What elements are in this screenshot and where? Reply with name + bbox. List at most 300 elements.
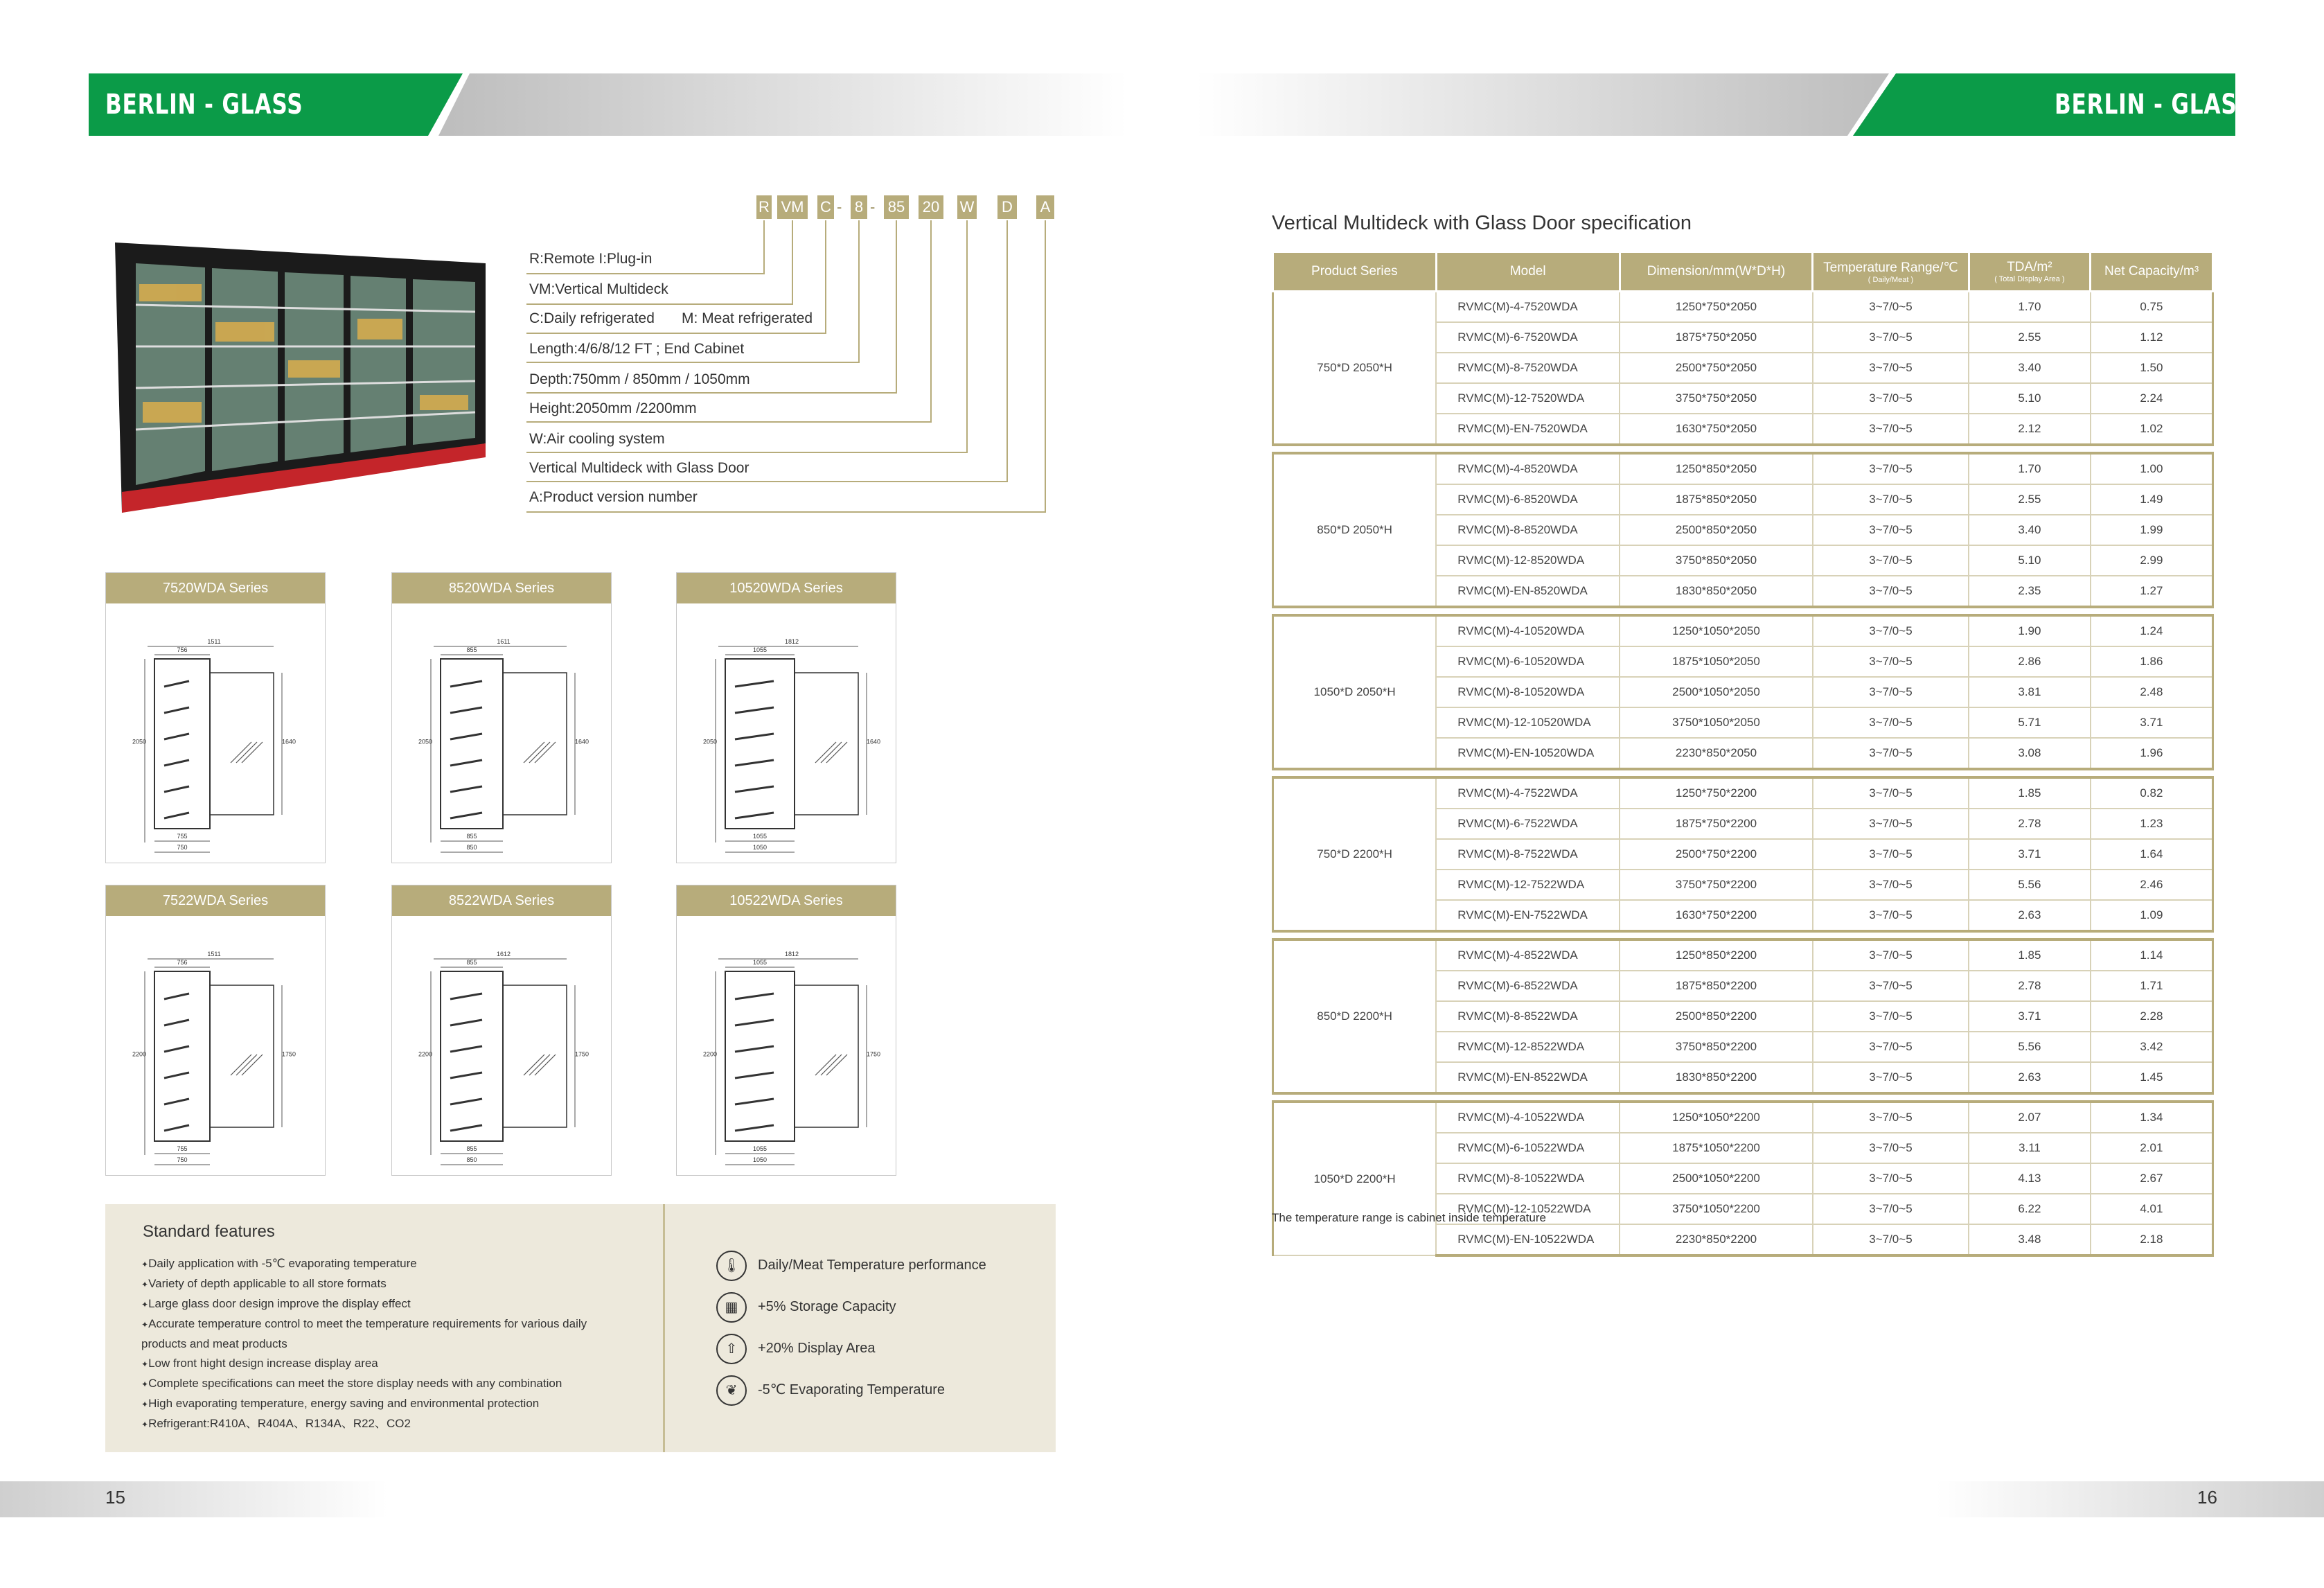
temperature-cell: 3~7/0~5	[1813, 809, 1969, 839]
legend-remote: R:Remote I:Plug-in	[529, 251, 653, 267]
dimension-label: 1750	[574, 1050, 589, 1058]
connector-d	[1006, 220, 1008, 482]
drawing-stroke	[231, 742, 251, 763]
dimension-label: 1750	[866, 1050, 881, 1058]
legend-height: Height:2050mm /2200mm	[529, 400, 697, 416]
model-cell: RVMC(M)-12-7520WDA	[1436, 383, 1620, 414]
dimension-cell: 1875*850*2050	[1620, 484, 1813, 515]
dimension-cell: 2500*850*2050	[1620, 515, 1813, 545]
cabinet-section-drawing	[392, 603, 611, 861]
code-box-vm: VM	[777, 195, 808, 219]
drawing-stroke	[450, 786, 482, 792]
series-card	[391, 885, 612, 1176]
temperature-cell: 3~7/0~5	[1813, 1062, 1969, 1093]
connector-length	[858, 220, 860, 363]
drawing-stroke	[164, 1046, 189, 1052]
group-separator	[1273, 1093, 2213, 1102]
capacity-cell: 1.64	[2091, 839, 2213, 870]
series-card	[676, 885, 896, 1176]
drawing-stroke	[735, 707, 774, 713]
drawing-stroke	[529, 742, 550, 763]
header-model: Model	[1436, 252, 1620, 292]
capacity-cell: 0.82	[2091, 777, 2213, 809]
right-brand-title: BERLIN - GLASS	[2055, 89, 2253, 121]
group-separator	[1273, 769, 2213, 777]
drawing-stroke	[450, 1020, 482, 1025]
connector-height	[930, 220, 932, 423]
drawing-stroke	[815, 742, 836, 763]
drawing-stroke	[735, 681, 774, 687]
model-cell: RVMC(M)-EN-7520WDA	[1436, 414, 1620, 445]
perf-label: -5℃ Evaporating Temperature	[758, 1382, 946, 1397]
model-cell: RVMC(M)-4-7520WDA	[1436, 292, 1620, 323]
tda-cell: 3.81	[1969, 677, 2091, 707]
drawing-stroke	[210, 673, 274, 815]
dimension-cell: 2230*850*2200	[1620, 1224, 1813, 1255]
drawing-stroke	[164, 1020, 189, 1025]
tda-cell: 1.90	[1969, 615, 2091, 646]
temperature-cell: 3~7/0~5	[1813, 1001, 1969, 1032]
dimension-label: 756	[177, 959, 188, 966]
dimension-cell: 1875*850*2200	[1620, 971, 1813, 1001]
dimension-label: 2200	[702, 1050, 718, 1058]
connector-r	[763, 220, 765, 274]
code-box-depth: 85	[884, 195, 909, 219]
features-title: Standard features	[143, 1222, 275, 1241]
drawing-stroke	[535, 1055, 556, 1075]
model-cell: RVMC(M)-EN-8520WDA	[1436, 576, 1620, 607]
drawing-stroke	[164, 1099, 189, 1104]
dimension-label: 1640	[574, 738, 589, 746]
product-series-cell: 850*D 2050*H	[1273, 453, 1437, 607]
left-brand-title: BERLIN - GLASS	[105, 89, 303, 121]
model-cell: RVMC(M)-12-8520WDA	[1436, 545, 1620, 576]
dimension-cell: 2230*850*2050	[1620, 738, 1813, 769]
code-box-w: W	[957, 195, 977, 219]
capacity-cell: 2.46	[2091, 870, 2213, 900]
drawing-stroke	[815, 1055, 836, 1075]
perf-label: +5% Storage Capacity	[758, 1299, 896, 1314]
dimension-label: 2050	[702, 738, 718, 746]
drawing-stroke	[450, 760, 482, 766]
drawing-stroke	[164, 734, 189, 739]
tda-cell: 2.35	[1969, 576, 2091, 607]
capacity-cell: 1.12	[2091, 322, 2213, 353]
dimension-label: 750	[177, 844, 188, 851]
features-divider	[663, 1204, 665, 1452]
capacity-cell: 1.23	[2091, 809, 2213, 839]
model-cell: RVMC(M)-6-7520WDA	[1436, 322, 1620, 353]
drawing-stroke	[164, 1073, 189, 1078]
series-card-title: 10520WDA Series	[677, 573, 896, 603]
feature-item: ✦ Complete specifications can meet the store display needs with any combination	[141, 1374, 612, 1394]
capacity-cell: 1.34	[2091, 1102, 2213, 1133]
drawing-stroke	[535, 742, 556, 763]
perf-evaporating	[716, 1373, 945, 1406]
capacity-cell: 2.24	[2091, 383, 2213, 414]
model-cell: RVMC(M)-4-10522WDA	[1436, 1102, 1620, 1133]
table-row	[1273, 939, 2213, 971]
legend-daily: C:Daily refrigerated	[529, 310, 655, 326]
header-net-capacity: Net Capacity/m³	[2091, 252, 2213, 292]
drawing-stroke	[450, 734, 482, 739]
feature-item: ✦ High evaporating temperature, energy saving and environmental protection	[141, 1394, 612, 1414]
thermometer-icon: 🌡	[716, 1251, 747, 1281]
tda-cell: 2.63	[1969, 900, 2091, 931]
cabinet-section-drawing	[392, 916, 611, 1174]
tda-cell: 5.71	[1969, 707, 2091, 738]
dimension-label: 1050	[752, 1156, 768, 1163]
temperature-cell: 3~7/0~5	[1813, 453, 1969, 484]
feature-item: ✦ Low front hight design increase display area	[141, 1354, 612, 1374]
code-box-height: 20	[919, 195, 943, 219]
features-list	[141, 1254, 612, 1434]
dimension-cell: 1875*750*2050	[1620, 322, 1813, 353]
dimension-label: 850	[466, 844, 477, 851]
feature-item: ✦ Large glass door design improve the display effect	[141, 1294, 612, 1314]
product-series-cell: 750*D 2200*H	[1273, 777, 1437, 931]
model-cell: RVMC(M)-4-7522WDA	[1436, 777, 1620, 809]
drawing-stroke	[503, 985, 567, 1127]
drawing-stroke	[735, 1046, 774, 1052]
dimension-cell: 3750*850*2050	[1620, 545, 1813, 576]
code-dash: -	[870, 198, 876, 215]
series-card-title: 7520WDA Series	[106, 573, 325, 603]
drawing-stroke	[164, 681, 189, 687]
drawing-stroke	[210, 985, 274, 1127]
dimension-label: 1612	[496, 951, 511, 958]
tda-cell: 3.40	[1969, 353, 2091, 383]
series-card-title: 8522WDA Series	[392, 885, 611, 916]
drawing-stroke	[164, 760, 189, 766]
header-dimension: Dimension/mm(W*D*H)	[1620, 252, 1813, 292]
tda-cell: 3.48	[1969, 1224, 2091, 1255]
temperature-cell: 3~7/0~5	[1813, 292, 1969, 323]
drawing-stroke	[735, 994, 774, 999]
dimension-label: 1055	[752, 646, 768, 653]
capacity-cell: 2.48	[2091, 677, 2213, 707]
dimension-label: 1812	[784, 638, 799, 645]
capacity-cell: 1.45	[2091, 1062, 2213, 1093]
capacity-cell: 1.99	[2091, 515, 2213, 545]
tda-cell: 3.71	[1969, 1001, 2091, 1032]
connector-vm	[792, 220, 793, 305]
capacity-cell: 1.02	[2091, 414, 2213, 445]
tda-cell: 2.07	[1969, 1102, 2091, 1133]
group-separator	[1273, 931, 2213, 939]
series-card-title: 8520WDA Series	[392, 573, 611, 603]
tda-cell: 1.70	[1969, 292, 2091, 323]
tda-cell: 2.12	[1969, 414, 2091, 445]
tda-cell: 3.71	[1969, 839, 2091, 870]
capacity-cell: 2.01	[2091, 1133, 2213, 1163]
capacity-cell: 1.50	[2091, 353, 2213, 383]
model-cell: RVMC(M)-8-10522WDA	[1436, 1163, 1620, 1194]
dimension-label: 855	[466, 646, 477, 653]
capacity-cell: 2.67	[2091, 1163, 2213, 1194]
dimension-cell: 1875*750*2200	[1620, 809, 1813, 839]
legend-underline	[526, 452, 968, 453]
dimension-label: 850	[466, 1156, 477, 1163]
dimension-label: 855	[466, 959, 477, 966]
tda-cell: 1.85	[1969, 939, 2091, 971]
legend-underline	[526, 421, 932, 423]
dimension-cell: 1250*750*2200	[1620, 777, 1813, 809]
dimension-label: 2200	[132, 1050, 147, 1058]
model-cell: RVMC(M)-12-10522WDA	[1436, 1194, 1620, 1224]
capacity-cell: 1.71	[2091, 971, 2213, 1001]
connector-c	[825, 220, 826, 334]
capacity-cell: 1.24	[2091, 615, 2213, 646]
spec-header-row	[1273, 252, 2213, 292]
dimension-cell: 1250*750*2050	[1620, 292, 1813, 323]
capacity-cell: 1.49	[2091, 484, 2213, 515]
model-cell: RVMC(M)-8-8520WDA	[1436, 515, 1620, 545]
drawing-stroke	[450, 681, 482, 687]
dimension-label: 1750	[281, 1050, 296, 1058]
temperature-cell: 3~7/0~5	[1813, 777, 1969, 809]
legend-glass-door: Vertical Multideck with Glass Door	[529, 460, 749, 476]
spec-table	[1272, 251, 2214, 1257]
dimension-cell: 1875*1050*2050	[1620, 646, 1813, 677]
drawing-stroke	[242, 1055, 263, 1075]
product-series-cell: 850*D 2200*H	[1273, 939, 1437, 1093]
code-box-c: C	[817, 195, 834, 219]
tda-cell: 1.70	[1969, 453, 2091, 484]
model-cell: RVMC(M)-6-7522WDA	[1436, 809, 1620, 839]
dimension-cell: 3750*750*2200	[1620, 870, 1813, 900]
tda-cell: 2.55	[1969, 484, 2091, 515]
code-dash: -	[837, 198, 842, 215]
drawing-stroke	[735, 1073, 774, 1078]
drawing-stroke	[154, 971, 210, 1141]
dimension-cell: 2500*750*2050	[1620, 353, 1813, 383]
capacity-cell: 0.75	[2091, 292, 2213, 323]
dimension-cell: 2500*850*2200	[1620, 1001, 1813, 1032]
product-series-cell: 1050*D 2050*H	[1273, 615, 1437, 769]
drawing-stroke	[164, 813, 189, 818]
model-cell: RVMC(M)-8-10520WDA	[1436, 677, 1620, 707]
perf-label: +20% Display Area	[758, 1341, 876, 1356]
tda-cell: 1.85	[1969, 777, 2091, 809]
connector-a	[1045, 220, 1046, 513]
temperature-cell: 3~7/0~5	[1813, 615, 1969, 646]
tda-cell: 2.63	[1969, 1062, 2091, 1093]
tda-cell: 5.10	[1969, 383, 2091, 414]
drawing-stroke	[164, 994, 189, 999]
dimension-label: 1055	[752, 959, 768, 966]
tda-cell: 5.56	[1969, 1032, 2091, 1062]
model-cell: RVMC(M)-EN-10520WDA	[1436, 738, 1620, 769]
group-separator	[1273, 445, 2213, 453]
drawing-stroke	[450, 994, 482, 999]
series-card	[105, 572, 326, 863]
dimension-cell: 1630*750*2050	[1620, 414, 1813, 445]
legend-underline	[526, 362, 860, 363]
model-cell: RVMC(M)-12-7522WDA	[1436, 870, 1620, 900]
tda-cell: 5.56	[1969, 870, 2091, 900]
dimension-cell: 1250*1050*2200	[1620, 1102, 1813, 1133]
temperature-cell: 3~7/0~5	[1813, 839, 1969, 870]
capacity-cell: 1.14	[2091, 939, 2213, 971]
dimension-cell: 3750*750*2050	[1620, 383, 1813, 414]
series-card-title: 7522WDA Series	[106, 885, 325, 916]
dimension-label: 1611	[497, 638, 511, 645]
perf-storage	[716, 1290, 896, 1323]
temperature-cell: 3~7/0~5	[1813, 1163, 1969, 1194]
model-cell: RVMC(M)-6-8522WDA	[1436, 971, 1620, 1001]
model-cell: RVMC(M)-8-7522WDA	[1436, 839, 1620, 870]
capacity-cell: 3.42	[2091, 1032, 2213, 1062]
temperature-cell: 3~7/0~5	[1813, 515, 1969, 545]
temperature-cell: 3~7/0~5	[1813, 484, 1969, 515]
legend-underline	[526, 303, 793, 305]
capacity-cell: 3.71	[2091, 707, 2213, 738]
drawing-stroke	[735, 760, 774, 766]
feature-item: ✦ Accurate temperature control to meet the temperature requirements for various daily products and meat products	[141, 1314, 612, 1354]
capacity-cell: 2.99	[2091, 545, 2213, 576]
dimension-label: 2050	[418, 738, 433, 746]
dimension-label: 2200	[418, 1050, 433, 1058]
model-cell: RVMC(M)-12-8522WDA	[1436, 1032, 1620, 1062]
dimension-cell: 1250*850*2050	[1620, 453, 1813, 484]
temperature-cell: 3~7/0~5	[1813, 1224, 1969, 1255]
cabinet-section-drawing	[106, 916, 325, 1174]
dimension-label: 1812	[784, 951, 799, 958]
capacity-cell: 2.28	[2091, 1001, 2213, 1032]
legend-meat: M: Meat refrigerated	[682, 310, 813, 326]
model-cell: RVMC(M)-6-10522WDA	[1436, 1133, 1620, 1163]
dimension-cell: 1875*1050*2200	[1620, 1133, 1813, 1163]
dimension-label: 755	[177, 1145, 188, 1152]
drawing-stroke	[164, 707, 189, 713]
model-cell: RVMC(M)-8-7520WDA	[1436, 353, 1620, 383]
group-separator	[1273, 607, 2213, 615]
drawing-stroke	[524, 742, 544, 763]
tda-cell: 6.22	[1969, 1194, 2091, 1224]
dimension-cell: 1830*850*2200	[1620, 1062, 1813, 1093]
drawing-stroke	[450, 1046, 482, 1052]
product-series-cell: 1050*D 2200*H	[1273, 1102, 1437, 1255]
legend-underline	[526, 273, 765, 274]
drawing-stroke	[242, 742, 263, 763]
table-row	[1273, 777, 2213, 809]
dimension-label: 1640	[866, 738, 881, 746]
drawing-stroke	[164, 1125, 189, 1131]
temperature-cell: 3~7/0~5	[1813, 939, 1969, 971]
code-box-r: R	[756, 195, 772, 219]
tda-cell: 2.86	[1969, 646, 2091, 677]
model-cell: RVMC(M)-4-8520WDA	[1436, 453, 1620, 484]
cabinet-section-drawing	[677, 603, 896, 861]
dimension-cell: 1830*850*2050	[1620, 576, 1813, 607]
temperature-cell: 3~7/0~5	[1813, 1102, 1969, 1133]
connector-w	[966, 220, 968, 453]
temperature-cell: 3~7/0~5	[1813, 353, 1969, 383]
capacity-cell: 1.00	[2091, 453, 2213, 484]
model-cell: RVMC(M)-4-8522WDA	[1436, 939, 1620, 971]
dimension-cell: 3750*1050*2200	[1620, 1194, 1813, 1224]
drawing-stroke	[821, 1055, 842, 1075]
dimension-label: 1050	[752, 844, 768, 851]
drawing-stroke	[450, 1073, 482, 1078]
legend-underline	[526, 481, 1008, 482]
feature-item: ✦ Refrigerant:R410A、R404A、R134A、R22、CO2	[141, 1414, 612, 1434]
temperature-cell: 3~7/0~5	[1813, 1032, 1969, 1062]
tda-cell: 3.11	[1969, 1133, 2091, 1163]
temperature-cell: 3~7/0~5	[1813, 646, 1969, 677]
drawing-stroke	[441, 971, 503, 1141]
series-card	[676, 572, 896, 863]
drawing-stroke	[826, 742, 847, 763]
dimension-cell: 1250*1050*2050	[1620, 615, 1813, 646]
table-row	[1273, 453, 2213, 484]
drawing-stroke	[821, 742, 842, 763]
right-page-number: 16	[2197, 1487, 2217, 1508]
dimension-label: 855	[466, 833, 477, 840]
dimension-label: 1511	[207, 951, 221, 958]
tda-cell: 2.78	[1969, 809, 2091, 839]
temperature-cell: 3~7/0~5	[1813, 383, 1969, 414]
temperature-cell: 3~7/0~5	[1813, 707, 1969, 738]
model-cell: RVMC(M)-EN-8522WDA	[1436, 1062, 1620, 1093]
dimension-label: 1511	[207, 638, 221, 645]
drawing-stroke	[826, 1055, 847, 1075]
temperature-cell: 3~7/0~5	[1813, 677, 1969, 707]
dimension-cell: 2500*750*2200	[1620, 839, 1813, 870]
table-row	[1273, 292, 2213, 323]
temperature-note: The temperature range is cabinet inside temperature	[1272, 1211, 1546, 1224]
drawing-stroke	[441, 659, 503, 829]
drawing-stroke	[735, 1125, 774, 1131]
perf-display-area	[716, 1332, 876, 1365]
dimension-label: 2050	[132, 738, 147, 746]
dimension-label: 1055	[752, 833, 768, 840]
drawing-stroke	[735, 1099, 774, 1104]
dimension-cell: 1630*750*2200	[1620, 900, 1813, 931]
feature-item: ✦ Variety of depth applicable to all store formats	[141, 1274, 612, 1294]
capacity-cell: 1.09	[2091, 900, 2213, 931]
drawing-stroke	[735, 813, 774, 818]
legend-underline	[526, 333, 826, 334]
temperature-cell: 3~7/0~5	[1813, 738, 1969, 769]
temperature-cell: 3~7/0~5	[1813, 414, 1969, 445]
drawing-stroke	[795, 673, 858, 815]
tda-cell: 2.78	[1969, 971, 2091, 1001]
dimension-label: 750	[177, 1156, 188, 1163]
capacity-cell: 1.86	[2091, 646, 2213, 677]
temperature-cell: 3~7/0~5	[1813, 545, 1969, 576]
legend-length: Length:4/6/8/12 FT ; End Cabinet	[529, 341, 745, 357]
dimension-cell: 3750*850*2200	[1620, 1032, 1813, 1062]
tda-cell: 3.08	[1969, 738, 2091, 769]
dimension-cell: 2500*1050*2050	[1620, 677, 1813, 707]
capacity-cell: 2.18	[2091, 1224, 2213, 1255]
drawing-stroke	[725, 971, 795, 1141]
capacity-cell: 1.96	[2091, 738, 2213, 769]
dimension-label: 755	[177, 833, 188, 840]
cabinet-section-drawing	[677, 916, 896, 1174]
temperature-cell: 3~7/0~5	[1813, 576, 1969, 607]
model-cell: RVMC(M)-EN-7522WDA	[1436, 900, 1620, 931]
dimension-cell: 2500*1050*2200	[1620, 1163, 1813, 1194]
storage-icon: ▦	[716, 1292, 747, 1323]
model-cell: RVMC(M)-12-10520WDA	[1436, 707, 1620, 738]
capacity-cell: 4.01	[2091, 1194, 2213, 1224]
drawing-stroke	[503, 673, 567, 815]
drawing-stroke	[529, 1055, 550, 1075]
capacity-cell: 1.27	[2091, 576, 2213, 607]
